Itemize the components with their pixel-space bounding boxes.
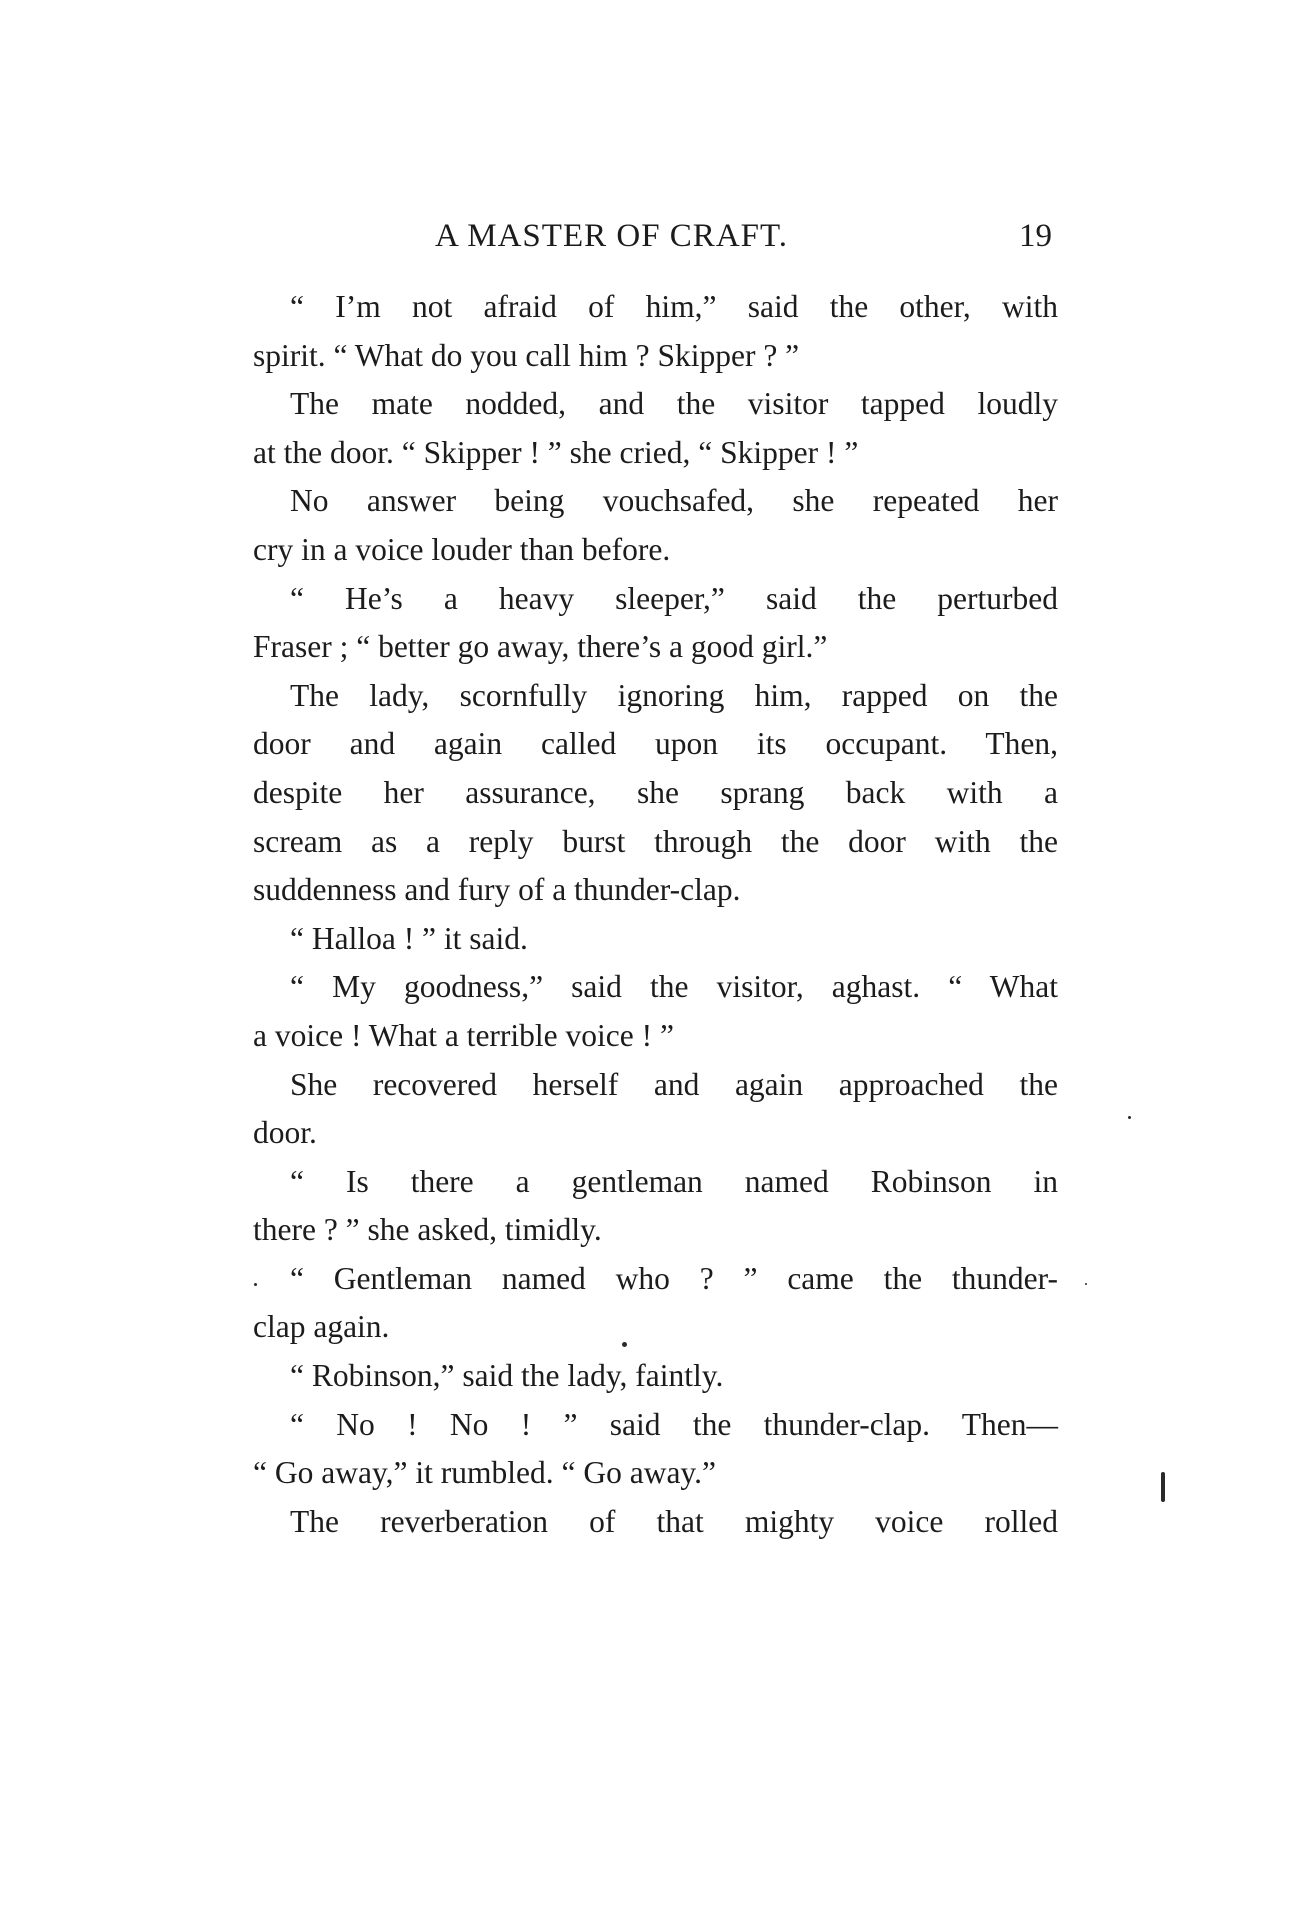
text-line: “ No ! No ! ” said the thunder-clap. Then— [290,1406,1058,1442]
scan-speck [254,1283,257,1286]
scan-speck [1161,1472,1165,1502]
text-line: suddenness and fury of a thunder-clap. [253,872,741,908]
text-line: No answer being vouchsafed, she repeated her [290,483,1058,519]
text-line: “ Gentleman named who ? ” came the thunder- [290,1260,1058,1296]
text-line: door. [253,1115,317,1151]
text-line: She recovered herself and again approached the [290,1066,1058,1102]
text-line: there ? ” she asked, timidly. [253,1212,602,1248]
page-number: 19 [1019,218,1052,254]
text-line: The reverberation of that mighty voice rolled [290,1503,1058,1539]
text-line: The lady, scornfully ignoring him, rapped on the [290,677,1058,713]
text-line: Fraser ; “ better go away, there’s a good girl.” [253,629,828,665]
text-line: “ I’m not afraid of him,” said the other, with [290,289,1058,324]
text-line: The mate nodded, and the visitor tapped loudly [290,386,1058,422]
text-line: cry in a voice louder than before. [253,531,671,567]
text-line: at the door. “ Skipper ! ” she cried, “ Skipper ! ” [253,434,859,470]
scan-speck [622,1342,627,1347]
body-text [253,283,1058,1546]
text-line: “ He’s a heavy sleeper,” said the perturbed [290,580,1058,616]
page-header [255,218,1060,268]
text-line: “ Is there a gentleman named Robinson in [290,1163,1058,1199]
text-line: “ Robinson,” said the lady, faintly. [290,1358,724,1394]
text-line: “ My goodness,” said the visitor, aghast. “ What [290,969,1058,1005]
text-line: door and again called upon its occupant. Then, [253,726,1058,762]
text-line: a voice ! What a terrible voice ! ” [253,1017,674,1053]
text-line: clap again. [253,1309,390,1345]
text-line: despite her assurance, she sprang back with a [253,774,1058,810]
scan-speck [1085,1283,1087,1285]
text-line: “ Halloa ! ” it said. [290,920,528,956]
text-line: spirit. “ What do you call him ? Skipper ? ” [253,337,800,373]
running-title: A MASTER OF CRAFT. [435,218,788,254]
text-line: scream as a reply burst through the door with the [253,823,1058,859]
text-line: “ Go away,” it rumbled. “ Go away.” [253,1455,716,1491]
scan-speck [1128,1116,1131,1119]
